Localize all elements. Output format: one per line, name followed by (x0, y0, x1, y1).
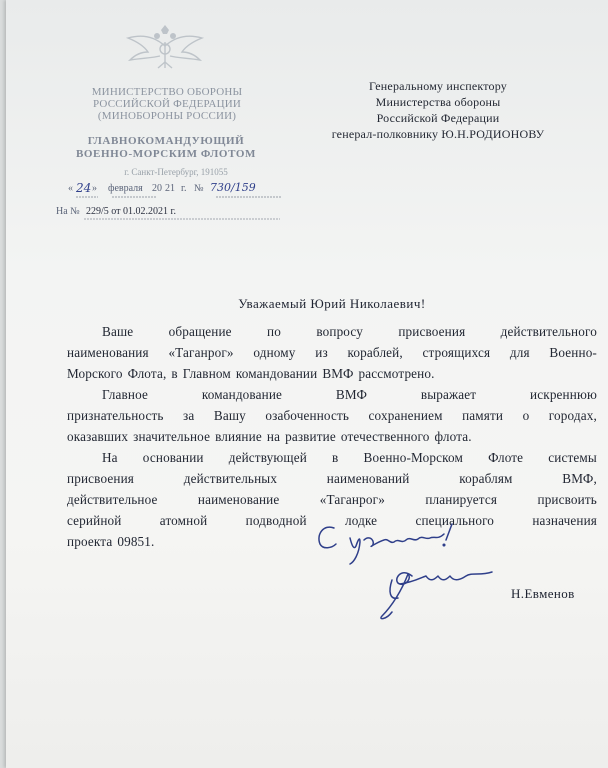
word: флота. (434, 429, 472, 444)
word: системы (548, 450, 597, 465)
recipient-line: Министерства обороны (375, 95, 501, 109)
body-line (67, 492, 597, 511)
ministry-letterhead (72, 86, 262, 122)
word: в (171, 366, 178, 381)
eagle-emblem-icon (124, 24, 206, 74)
word: присвоения (398, 324, 466, 339)
outgoing-date-number (68, 183, 288, 199)
word: действительное (67, 492, 158, 507)
number-label: № (194, 183, 204, 194)
word: проекта (67, 534, 113, 549)
word: наименования (67, 345, 149, 360)
word: присвоения (67, 471, 134, 486)
word: наименование (197, 492, 280, 507)
word: из (315, 345, 328, 360)
city-address: г. Санкт-Петербург, 191055 (124, 167, 228, 177)
word: действующей (228, 450, 307, 465)
word: атомной (159, 513, 208, 528)
word: планируется (425, 492, 498, 507)
date-quote-close: » (92, 183, 97, 194)
body-line (67, 471, 597, 490)
word: ВМФ, (562, 471, 597, 486)
body-line (102, 387, 597, 406)
word: сохранением (368, 408, 443, 423)
word: на (266, 429, 281, 444)
command-line: ВОЕННО-МОРСКИМ ФЛОТОМ (75, 148, 257, 160)
word: признательность (67, 408, 164, 423)
date-year-prefix: 20 (152, 183, 162, 194)
word: серийной (67, 513, 122, 528)
word: действительных (183, 471, 278, 486)
word: лодке (345, 513, 378, 528)
command-line: ГЛАВНОКОМАНДУЮЩИЙ (87, 135, 245, 147)
word: развитие (285, 429, 336, 444)
word: по (267, 324, 281, 339)
word: памяти (462, 408, 504, 423)
word: кораблям (459, 471, 513, 486)
reply-reference (56, 206, 286, 220)
word: 09851. (117, 534, 155, 549)
recipient-block (288, 78, 588, 142)
date-underline (76, 196, 286, 200)
handwritten-signature (296, 520, 496, 630)
word: искреннюю (530, 387, 597, 402)
word: для (509, 345, 530, 360)
word: На (102, 450, 118, 465)
word: кораблей, (347, 345, 403, 360)
word: вопросу (316, 324, 363, 339)
date-month: февраля (108, 183, 143, 194)
word: основании (142, 450, 204, 465)
word: специального (415, 513, 495, 528)
body-line (67, 429, 597, 448)
ministry-line: МИНИСТЕРСТВО ОБОРОНЫ (91, 86, 243, 98)
word: одному (253, 345, 296, 360)
recipient-line: генерал-полковнику Ю.Н.РОДИОНОВУ (331, 127, 545, 141)
body-line (102, 324, 597, 343)
word: наименований (326, 471, 410, 486)
word: оказавших (67, 429, 129, 444)
word: присвоить (537, 492, 597, 507)
body-line (67, 408, 597, 427)
date-quote-open: « (68, 183, 73, 194)
word: озабоченность (265, 408, 350, 423)
word: городах, (548, 408, 597, 423)
signer-name: Н.Евменов (511, 586, 575, 601)
word: Флоте (488, 450, 524, 465)
body-line (67, 366, 597, 385)
word: командование (201, 387, 283, 402)
recipient-line: Российской Федерации (376, 111, 500, 125)
word: подводной (245, 513, 307, 528)
word: «Таганрог» (319, 492, 385, 507)
ministry-line: (МИНОБОРОНЫ РОССИИ) (97, 110, 237, 122)
date-year: 21 (165, 183, 175, 194)
word: Вашу (213, 408, 246, 423)
word: строящихся (422, 345, 491, 360)
word: Ваше (102, 324, 134, 339)
date-day: 24 (76, 181, 92, 195)
date-g: г. (181, 183, 187, 194)
word: «Таганрог» (168, 345, 234, 360)
word: Военно- (549, 345, 597, 360)
word: влияние (215, 429, 262, 444)
command-letterhead (66, 135, 266, 161)
word: действительного (500, 324, 597, 339)
letter-sheet (6, 0, 608, 768)
word: Морского (67, 366, 123, 381)
word: ВМФ (322, 366, 354, 381)
word: командовании (235, 366, 318, 381)
body-line (102, 450, 597, 469)
word: о (522, 408, 530, 423)
greeting: Уважаемый Юрий Николаевич! (238, 296, 426, 311)
recipient-line: Генеральному инспектору (369, 79, 507, 93)
reply-underline (84, 218, 284, 221)
outgoing-number: 730/159 (210, 181, 256, 194)
word: Главном (182, 366, 231, 381)
ministry-line: РОССИЙСКОЙ ФЕДЕРАЦИИ (92, 98, 242, 110)
word: Главное (102, 387, 149, 402)
reply-ref: 229/5 от 01.02.2021 г. (86, 206, 176, 217)
word: в (332, 450, 339, 465)
reply-prefix: На № (56, 206, 80, 217)
word: отечественного (340, 429, 430, 444)
word: Военно-Морском (363, 450, 463, 465)
word: ВМФ (335, 387, 368, 402)
word: Флота, (127, 366, 167, 381)
word: значительное (133, 429, 211, 444)
word: рассмотрено. (358, 366, 435, 381)
word: выражает (420, 387, 477, 402)
word: за (183, 408, 195, 423)
body-line (67, 345, 597, 364)
word: обращение (168, 324, 232, 339)
word: назначения (532, 513, 597, 528)
